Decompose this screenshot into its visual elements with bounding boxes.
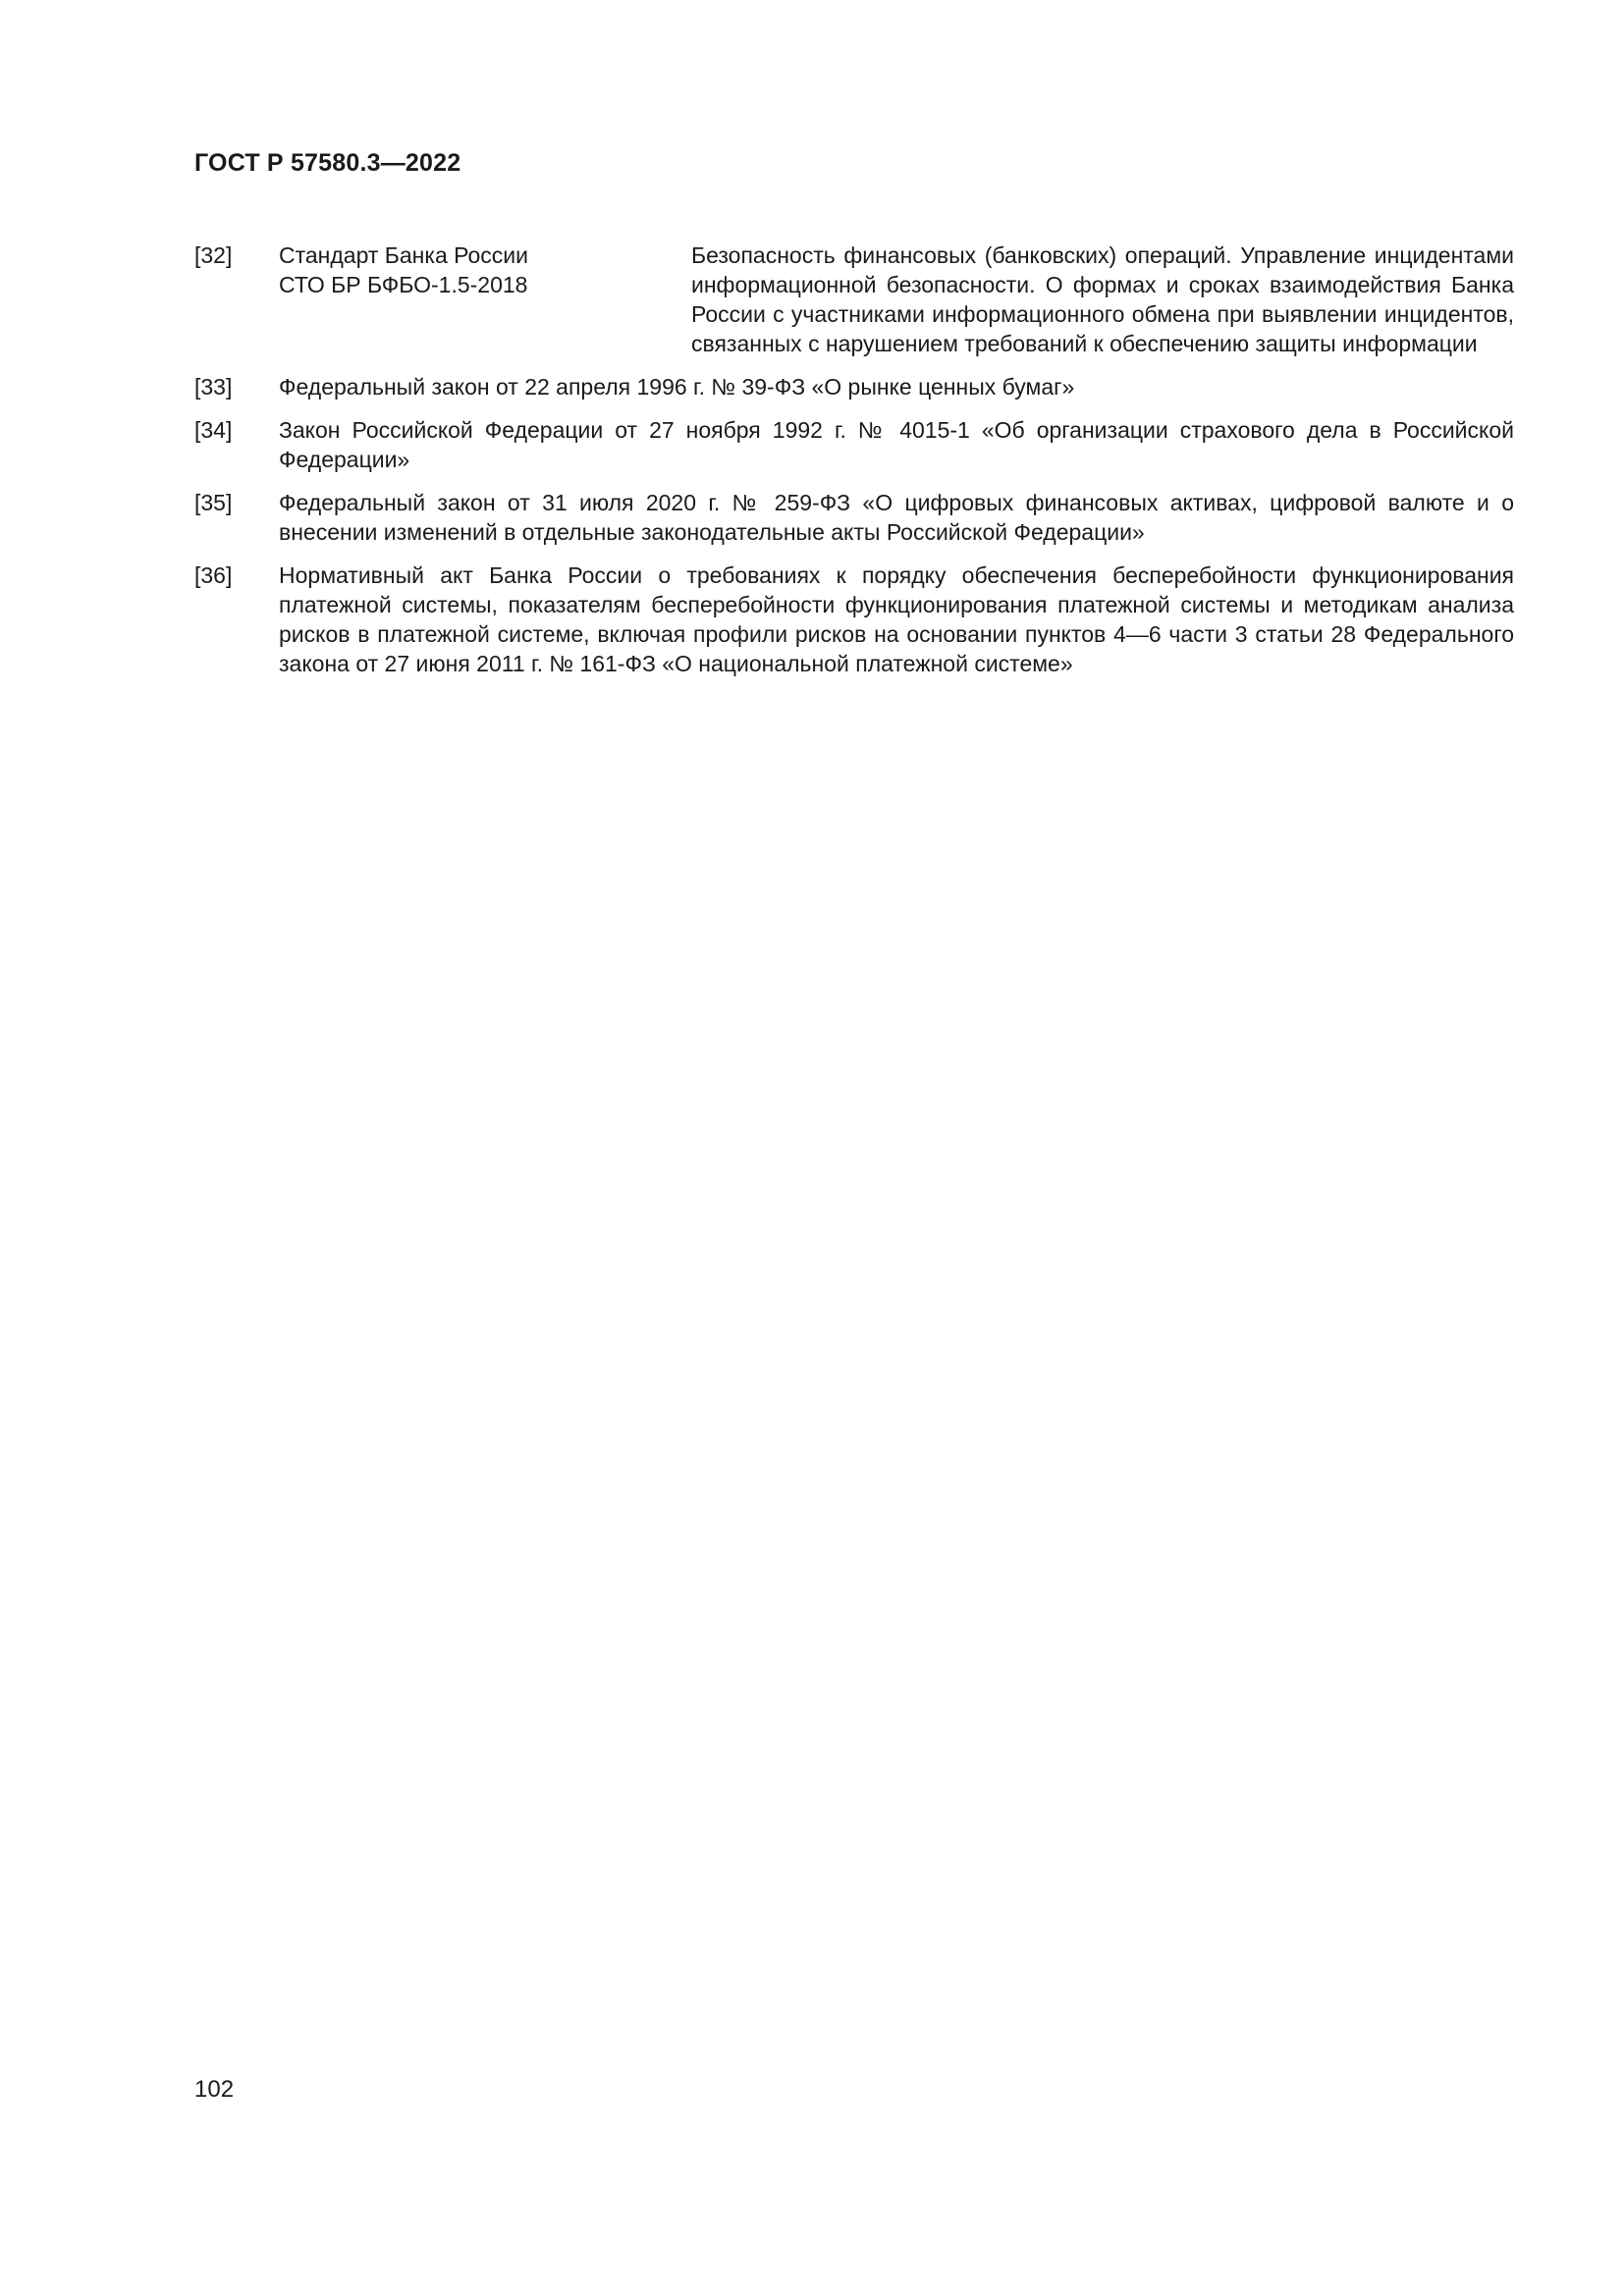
reference-item [194,488,1514,547]
reference-text: Нормативный акт Банка России о требованиях к порядку обеспечения бесперебойности функционирования платежной системы, показателям бесперебойности функционирования платежной системы и методикам анализа рисков в платежной системе, включая профили рисков на основании пунктов 4—6 части 3 статьи 28 Федерального закона от 27 июня 2011 г. № 161-ФЗ «О национальной платежной системе» [279,562,1514,676]
reference-item [194,415,1514,474]
reference-item [194,561,1514,678]
reference-number: [36] [194,562,233,588]
reference-title: Безопасность финансовых (банковских) операций. Управление инцидентами информационной безопасности. О формах и сроках взаимодействия Банка России с участниками информационного обмена при выявлении инцидентов, связанных с нарушением требований к обеспечению защиты информации [691,242,1514,356]
reference-item [194,240,1514,358]
reference-number: [35] [194,490,233,515]
bibliography-list [194,240,1514,692]
reference-text: Закон Российской Федерации от 27 ноября 1992 г. № 4015-1 «Об организации страхового дела в Российской Федерации» [279,417,1514,472]
reference-source-line: СТО БР БФБО-1.5-2018 [279,272,528,297]
reference-item [194,372,1514,401]
document-header: ГОСТ Р 57580.3—2022 [194,149,461,177]
reference-number: [32] [194,242,233,268]
reference-number: [33] [194,374,233,400]
page-number: 102 [194,2076,235,2103]
reference-source-line: Стандарт Банка России [279,242,528,268]
reference-source [279,240,691,358]
reference-number: [34] [194,417,233,443]
reference-text: Федеральный закон от 22 апреля 1996 г. № 39-ФЗ «О рынке ценных бумаг» [279,374,1075,400]
reference-text: Федеральный закон от 31 июля 2020 г. № 259-ФЗ «О цифровых финансовых активах, цифровой валюте и о внесении изменений в отдельные законодательные акты Российской Федерации» [279,490,1514,545]
